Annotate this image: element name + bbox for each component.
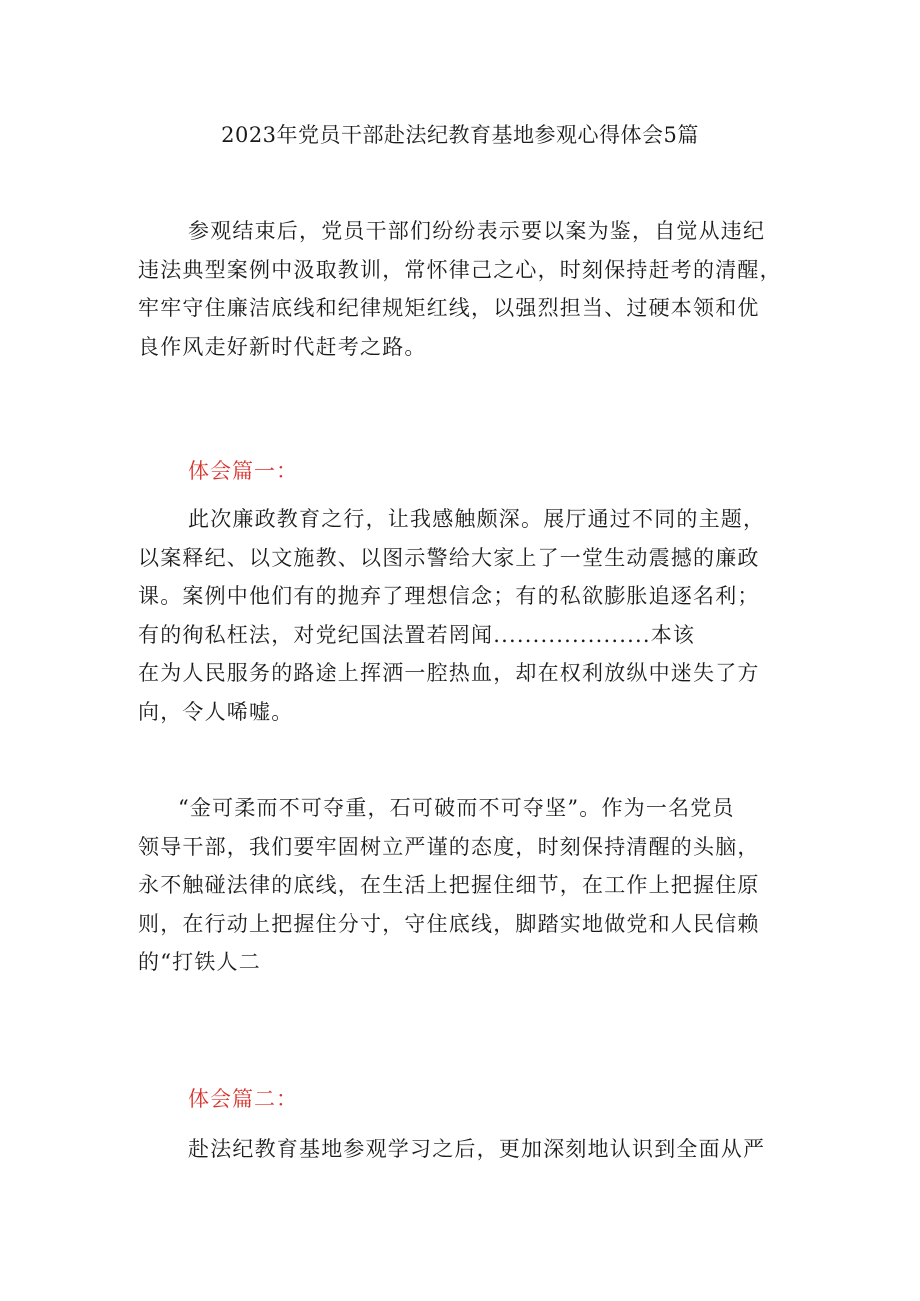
text-line: 的“打铁人二 [138, 950, 261, 974]
section-heading: 体会篇一： [188, 459, 298, 483]
section-paragraph [138, 789, 798, 982]
text-line: 课。案例中他们有的抛弃了理想信念；有的私欲膨胀追逐名利； [138, 584, 760, 608]
text-line: “金可柔而不可夺重，石可破而不可夺坚”。作为一名党员 [178, 796, 735, 820]
section-paragraph [138, 500, 798, 731]
intro-paragraph [138, 212, 798, 366]
document-title: 2023年党员干部赴法纪教育基地参观心得体会5篇 [221, 123, 699, 147]
text-line: 参观结束后，党员干部们纷纷表示要以案为鉴，自觉从违纪 [188, 219, 766, 243]
text-line: 牢牢守住廉洁底线和纪律规矩红线，以强烈担当、过硬本领和优 [138, 296, 760, 320]
text-line: 以案释纪、以文施教、以图示警给大家上了一堂生动震撼的廉政 [138, 545, 760, 570]
text-line: 领导干部，我们要牢固树立严谨的态度，时刻保持清醒的头脑， [138, 834, 760, 859]
text-line: 则，在行动上把握住分寸，守住底线，脚踏实地做党和人民信赖 [138, 911, 760, 936]
text-line: 此次廉政教育之行，让我感触颇深。展厅通过不同的主题， [188, 507, 766, 531]
text-line: 违法典型案例中汲取教训，常怀律己之心，时刻保持赶考的清醒， [138, 257, 782, 282]
text-line: 良作风走好新时代赶考之路。 [138, 334, 427, 359]
text-line: 在为人民服务的路途上挥洒一腔热血，却在权利放纵中迷失了方 [138, 661, 760, 685]
section-heading: 体会篇二： [188, 1087, 298, 1111]
text-line: 永不触碰法律的底线，在生活上把握住细节，在工作上把握住原 [138, 873, 760, 897]
text-line: 赴法纪教育基地参观学习之后，更加深刻地认识到全面从严 [188, 1137, 766, 1161]
text-line: 有的徇私枉法，对党纪国法置若罔闻....................本该 [138, 622, 696, 647]
text-line: 向，令人唏嘘。 [138, 699, 294, 724]
section-paragraph [138, 1130, 798, 1169]
